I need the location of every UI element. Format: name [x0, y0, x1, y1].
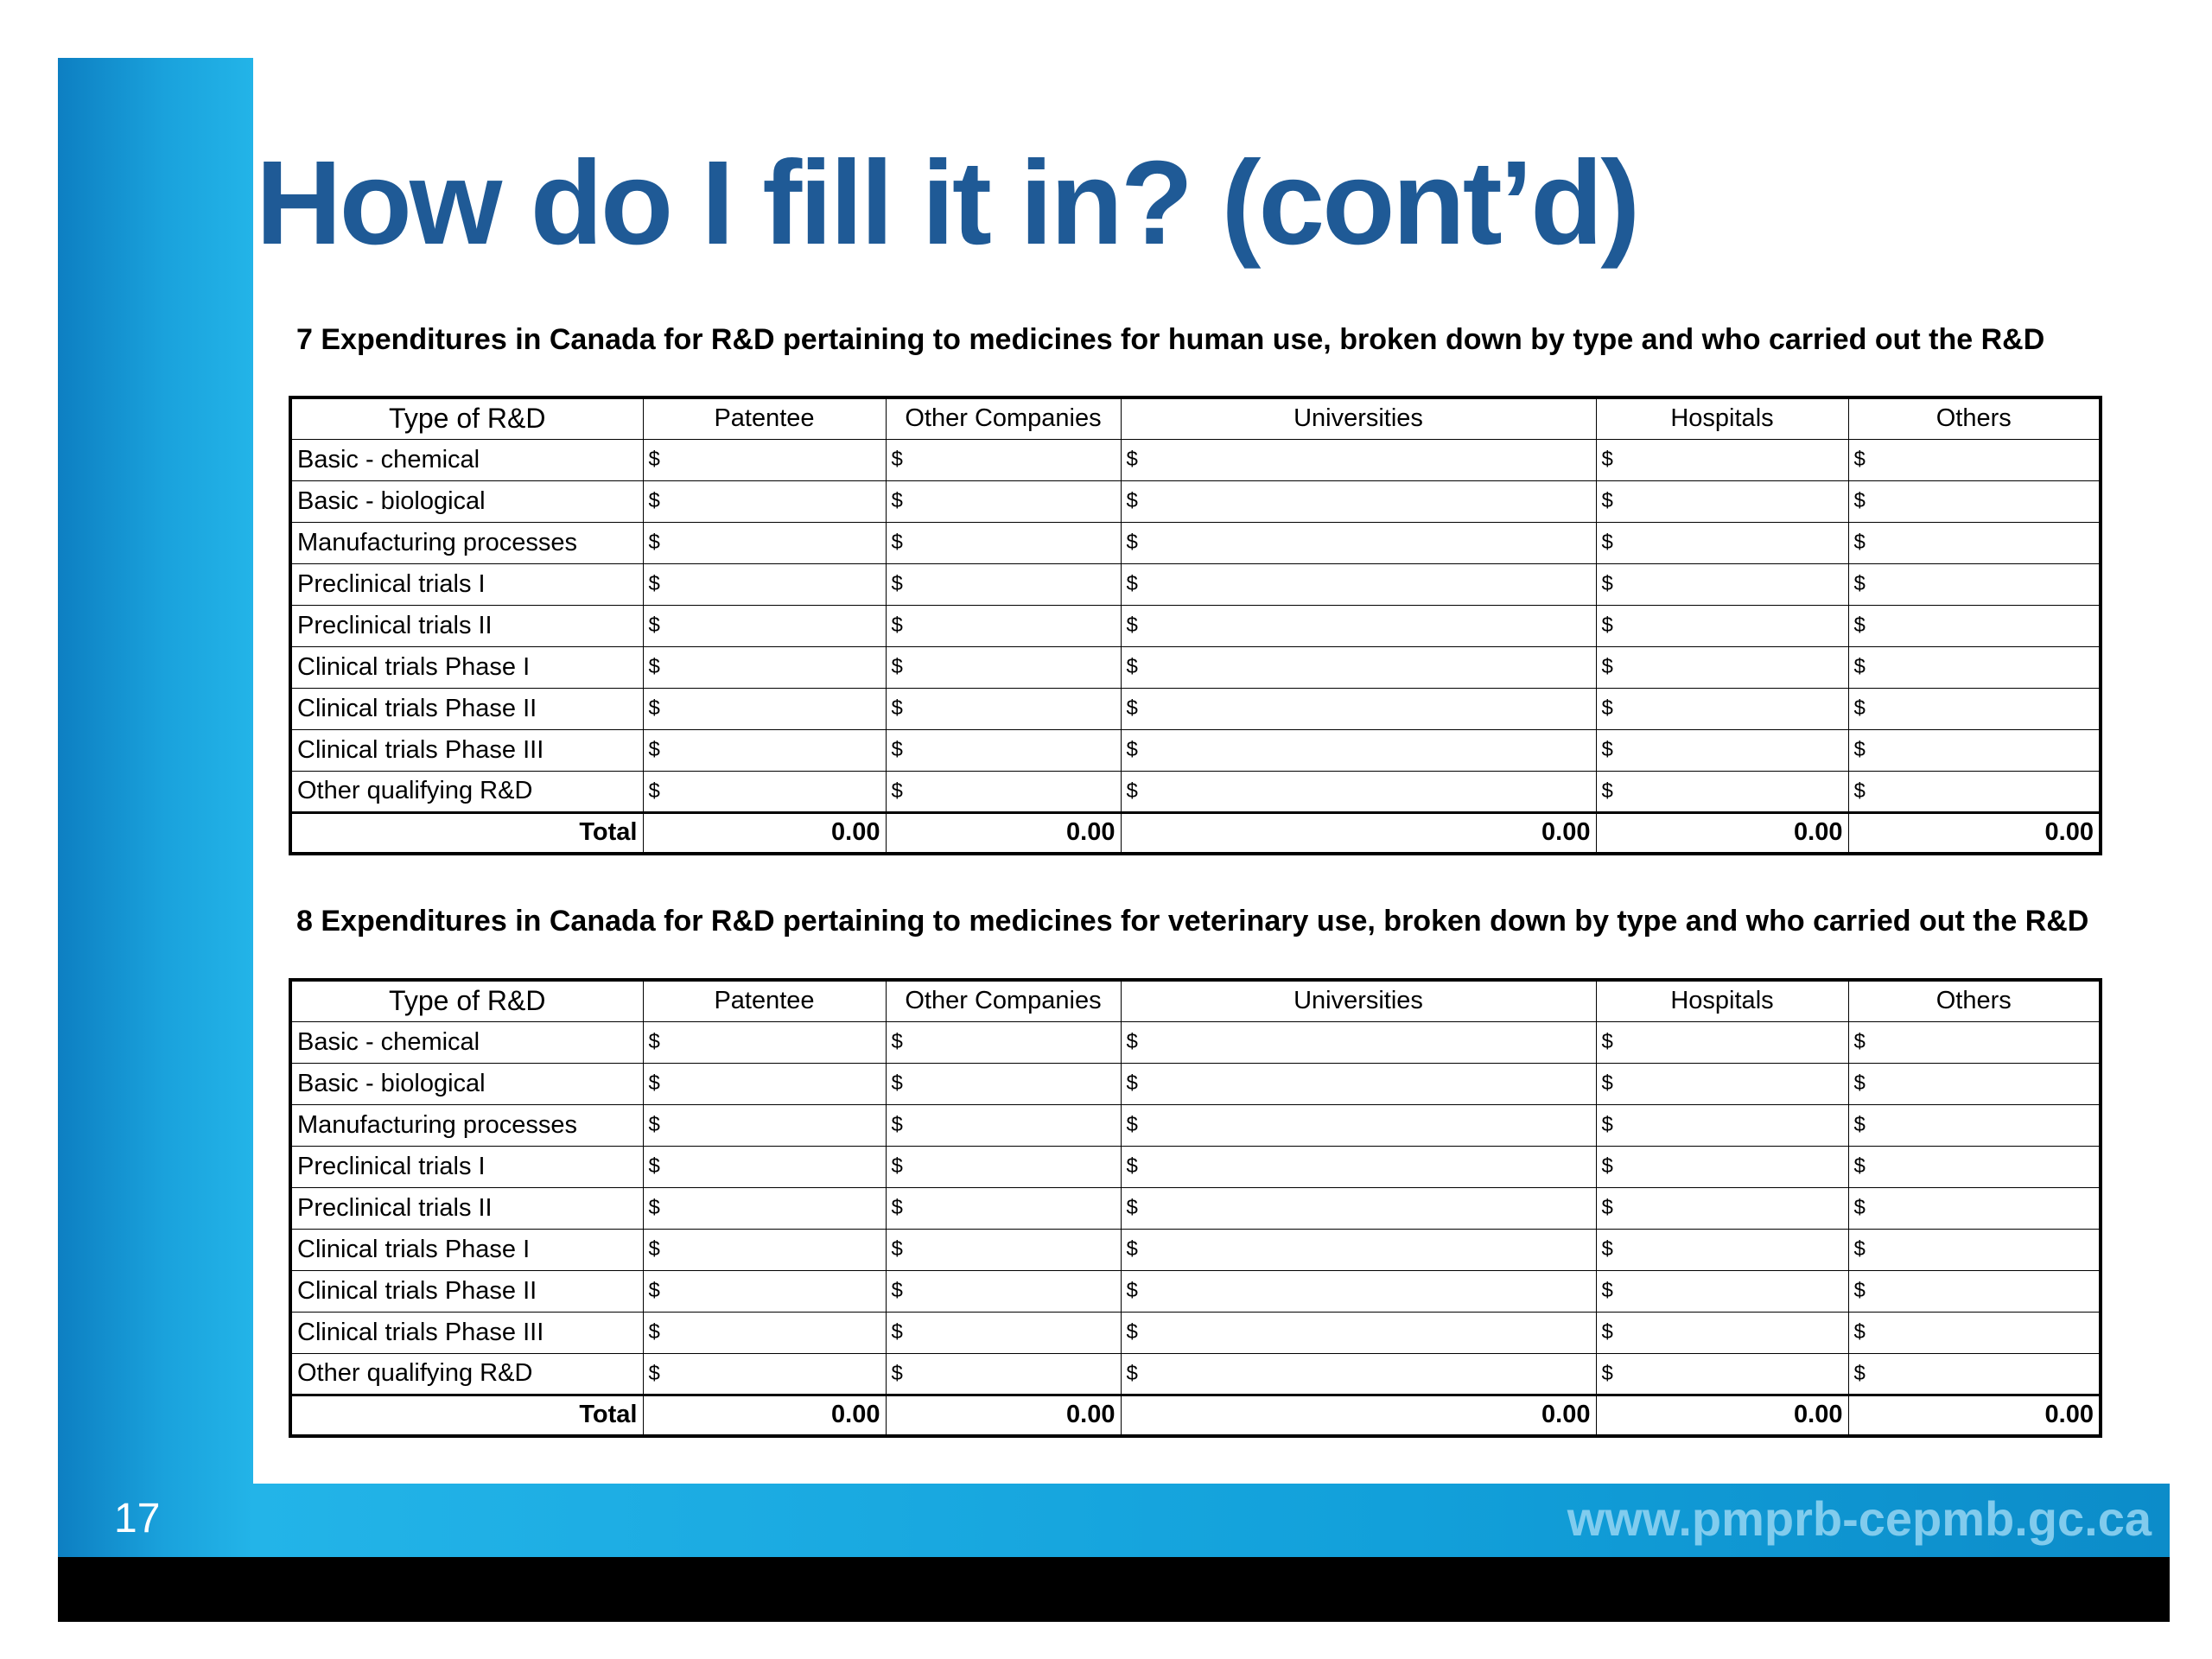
amount-input-cell[interactable]: $ — [1121, 1312, 1596, 1353]
total-value: 0.00 — [886, 1395, 1121, 1436]
amount-input-cell[interactable]: $ — [1848, 1063, 2101, 1104]
amount-input-cell[interactable]: $ — [886, 563, 1121, 605]
bottom-black-band — [58, 1557, 2170, 1622]
amount-input-cell[interactable]: $ — [886, 605, 1121, 646]
amount-input-cell[interactable]: $ — [643, 1104, 886, 1146]
total-row — [290, 1395, 2101, 1436]
total-value: 0.00 — [1848, 1395, 2101, 1436]
amount-input-cell[interactable]: $ — [1848, 1353, 2101, 1395]
column-header-type: Type of R&D — [290, 397, 643, 439]
table-row — [290, 1229, 2101, 1270]
amount-input-cell[interactable]: $ — [886, 1063, 1121, 1104]
amount-input-cell[interactable]: $ — [1121, 439, 1596, 480]
total-value: 0.00 — [643, 1395, 886, 1436]
total-value: 0.00 — [643, 812, 886, 854]
expenditures-veterinary-use-table — [289, 978, 2102, 1438]
amount-input-cell[interactable]: $ — [1121, 688, 1596, 729]
amount-input-cell[interactable]: $ — [1596, 646, 1848, 688]
rd-type-label: Other qualifying R&D — [290, 1353, 643, 1395]
amount-input-cell[interactable]: $ — [1848, 1021, 2101, 1063]
column-header: Other Companies — [886, 397, 1121, 439]
amount-input-cell[interactable]: $ — [1596, 688, 1848, 729]
total-value: 0.00 — [1121, 1395, 1596, 1436]
table-row — [290, 729, 2101, 771]
rd-type-label: Clinical trials Phase II — [290, 1270, 643, 1312]
amount-input-cell[interactable]: $ — [1848, 771, 2101, 812]
total-value: 0.00 — [1596, 1395, 1848, 1436]
table-row — [290, 771, 2101, 812]
total-label: Total — [290, 812, 643, 854]
amount-input-cell[interactable]: $ — [1848, 1146, 2101, 1187]
amount-input-cell[interactable]: $ — [643, 646, 886, 688]
footer-url: www.pmprb-cepmb.gc.ca — [1567, 1491, 2152, 1546]
table-row — [290, 688, 2101, 729]
section-8-heading: 8 Expenditures in Canada for R&D pertaining to medicines for veterinary use, broken down by type and who carried out the R&D — [296, 905, 2089, 938]
amount-input-cell[interactable]: $ — [643, 1021, 886, 1063]
amount-input-cell[interactable]: $ — [1121, 729, 1596, 771]
amount-input-cell[interactable]: $ — [1121, 1229, 1596, 1270]
amount-input-cell[interactable]: $ — [1121, 563, 1596, 605]
rd-type-label: Basic - chemical — [290, 1021, 643, 1063]
amount-input-cell[interactable]: $ — [643, 480, 886, 522]
table-row — [290, 1270, 2101, 1312]
amount-input-cell[interactable]: $ — [1121, 646, 1596, 688]
table-row — [290, 522, 2101, 563]
rd-type-label: Manufacturing processes — [290, 1104, 643, 1146]
table-row — [290, 1021, 2101, 1063]
amount-input-cell[interactable]: $ — [886, 771, 1121, 812]
rd-type-label: Manufacturing processes — [290, 522, 643, 563]
amount-input-cell[interactable]: $ — [643, 771, 886, 812]
column-header: Other Companies — [886, 980, 1121, 1021]
amount-input-cell[interactable]: $ — [1121, 1146, 1596, 1187]
amount-input-cell[interactable]: $ — [643, 1353, 886, 1395]
column-header: Others — [1848, 980, 2101, 1021]
amount-input-cell[interactable]: $ — [1848, 1229, 2101, 1270]
table-row — [290, 480, 2101, 522]
table-header-row — [290, 980, 2101, 1021]
amount-input-cell[interactable]: $ — [643, 729, 886, 771]
amount-input-cell[interactable]: $ — [886, 1353, 1121, 1395]
amount-input-cell[interactable]: $ — [1596, 1353, 1848, 1395]
column-header: Universities — [1121, 397, 1596, 439]
column-header: Patentee — [643, 397, 886, 439]
amount-input-cell[interactable]: $ — [1848, 439, 2101, 480]
rd-type-label: Basic - biological — [290, 1063, 643, 1104]
rd-type-label: Preclinical trials II — [290, 1187, 643, 1229]
amount-input-cell[interactable]: $ — [886, 1270, 1121, 1312]
column-header: Universities — [1121, 980, 1596, 1021]
column-header: Patentee — [643, 980, 886, 1021]
amount-input-cell[interactable]: $ — [1121, 771, 1596, 812]
amount-input-cell[interactable]: $ — [1596, 1146, 1848, 1187]
amount-input-cell[interactable]: $ — [886, 522, 1121, 563]
table-row — [290, 1063, 2101, 1104]
table-row — [290, 605, 2101, 646]
amount-input-cell[interactable]: $ — [1121, 522, 1596, 563]
amount-input-cell[interactable]: $ — [886, 1312, 1121, 1353]
amount-input-cell[interactable]: $ — [1596, 1021, 1848, 1063]
rd-type-label: Preclinical trials I — [290, 563, 643, 605]
total-value: 0.00 — [1121, 812, 1596, 854]
amount-input-cell[interactable]: $ — [1121, 1063, 1596, 1104]
rd-type-label: Clinical trials Phase I — [290, 1229, 643, 1270]
section-7-heading: 7 Expenditures in Canada for R&D pertaining to medicines for human use, broken down by type and who carried out the R&D — [296, 323, 2045, 356]
column-header: Hospitals — [1596, 980, 1848, 1021]
amount-input-cell[interactable]: $ — [1121, 1187, 1596, 1229]
table-row — [290, 1353, 2101, 1395]
rd-type-label: Clinical trials Phase III — [290, 729, 643, 771]
expenditures-human-use-table — [289, 396, 2102, 855]
column-header: Hospitals — [1596, 397, 1848, 439]
amount-input-cell[interactable]: $ — [886, 1146, 1121, 1187]
amount-input-cell[interactable]: $ — [1848, 646, 2101, 688]
amount-input-cell[interactable]: $ — [1596, 563, 1848, 605]
amount-input-cell[interactable]: $ — [886, 688, 1121, 729]
amount-input-cell[interactable]: $ — [1121, 1104, 1596, 1146]
amount-input-cell[interactable]: $ — [1596, 1187, 1848, 1229]
amount-input-cell[interactable]: $ — [1848, 522, 2101, 563]
amount-input-cell[interactable]: $ — [643, 1270, 886, 1312]
slide-number: 17 — [114, 1496, 161, 1541]
rd-type-label: Basic - biological — [290, 480, 643, 522]
amount-input-cell[interactable]: $ — [1596, 605, 1848, 646]
table-row — [290, 1104, 2101, 1146]
amount-input-cell[interactable]: $ — [1121, 1270, 1596, 1312]
amount-input-cell[interactable]: $ — [643, 1146, 886, 1187]
table-row — [290, 1187, 2101, 1229]
amount-input-cell[interactable]: $ — [1596, 439, 1848, 480]
page-title: How do I fill it in? (cont’d) — [256, 137, 1638, 270]
rd-type-label: Clinical trials Phase III — [290, 1312, 643, 1353]
amount-input-cell[interactable]: $ — [1121, 480, 1596, 522]
amount-input-cell[interactable]: $ — [886, 646, 1121, 688]
amount-input-cell[interactable]: $ — [643, 522, 886, 563]
amount-input-cell[interactable]: $ — [1596, 480, 1848, 522]
left-accent-bar — [58, 58, 253, 1557]
amount-input-cell[interactable]: $ — [643, 688, 886, 729]
amount-input-cell[interactable]: $ — [1596, 1104, 1848, 1146]
amount-input-cell[interactable]: $ — [1848, 729, 2101, 771]
amount-input-cell[interactable]: $ — [1848, 480, 2101, 522]
amount-input-cell[interactable]: $ — [643, 563, 886, 605]
table-row — [290, 563, 2101, 605]
amount-input-cell[interactable]: $ — [1596, 1229, 1848, 1270]
amount-input-cell[interactable]: $ — [1596, 771, 1848, 812]
rd-type-label: Other qualifying R&D — [290, 771, 643, 812]
amount-input-cell[interactable]: $ — [643, 605, 886, 646]
amount-input-cell[interactable]: $ — [1848, 1270, 2101, 1312]
amount-input-cell[interactable]: $ — [1121, 605, 1596, 646]
amount-input-cell[interactable]: $ — [1596, 1312, 1848, 1353]
amount-input-cell[interactable]: $ — [643, 439, 886, 480]
column-header-type: Type of R&D — [290, 980, 643, 1021]
total-value: 0.00 — [1848, 812, 2101, 854]
amount-input-cell[interactable]: $ — [1121, 1021, 1596, 1063]
table-row — [290, 439, 2101, 480]
amount-input-cell[interactable]: $ — [886, 1021, 1121, 1063]
amount-input-cell[interactable]: $ — [1848, 1187, 2101, 1229]
amount-input-cell[interactable]: $ — [886, 480, 1121, 522]
amount-input-cell[interactable]: $ — [1848, 688, 2101, 729]
table-row — [290, 1146, 2101, 1187]
rd-type-label: Clinical trials Phase II — [290, 688, 643, 729]
amount-input-cell[interactable]: $ — [886, 439, 1121, 480]
total-value: 0.00 — [1596, 812, 1848, 854]
amount-input-cell[interactable]: $ — [886, 1229, 1121, 1270]
amount-input-cell[interactable]: $ — [643, 1187, 886, 1229]
total-value: 0.00 — [886, 812, 1121, 854]
amount-input-cell[interactable]: $ — [643, 1063, 886, 1104]
amount-input-cell[interactable]: $ — [1596, 522, 1848, 563]
amount-input-cell[interactable]: $ — [1848, 1104, 2101, 1146]
column-header: Others — [1848, 397, 2101, 439]
amount-input-cell[interactable]: $ — [643, 1312, 886, 1353]
amount-input-cell[interactable]: $ — [886, 1187, 1121, 1229]
amount-input-cell[interactable]: $ — [1596, 1270, 1848, 1312]
total-row — [290, 812, 2101, 854]
rd-type-label: Basic - chemical — [290, 439, 643, 480]
amount-input-cell[interactable]: $ — [1596, 1063, 1848, 1104]
rd-type-label: Preclinical trials I — [290, 1146, 643, 1187]
total-label: Total — [290, 1395, 643, 1436]
amount-input-cell[interactable]: $ — [1848, 563, 2101, 605]
amount-input-cell[interactable]: $ — [1848, 605, 2101, 646]
rd-type-label: Preclinical trials II — [290, 605, 643, 646]
amount-input-cell[interactable]: $ — [1596, 729, 1848, 771]
amount-input-cell[interactable]: $ — [1848, 1312, 2101, 1353]
table-header-row — [290, 397, 2101, 439]
amount-input-cell[interactable]: $ — [1121, 1353, 1596, 1395]
amount-input-cell[interactable]: $ — [886, 729, 1121, 771]
amount-input-cell[interactable]: $ — [643, 1229, 886, 1270]
table-row — [290, 646, 2101, 688]
amount-input-cell[interactable]: $ — [886, 1104, 1121, 1146]
table-row — [290, 1312, 2101, 1353]
rd-type-label: Clinical trials Phase I — [290, 646, 643, 688]
